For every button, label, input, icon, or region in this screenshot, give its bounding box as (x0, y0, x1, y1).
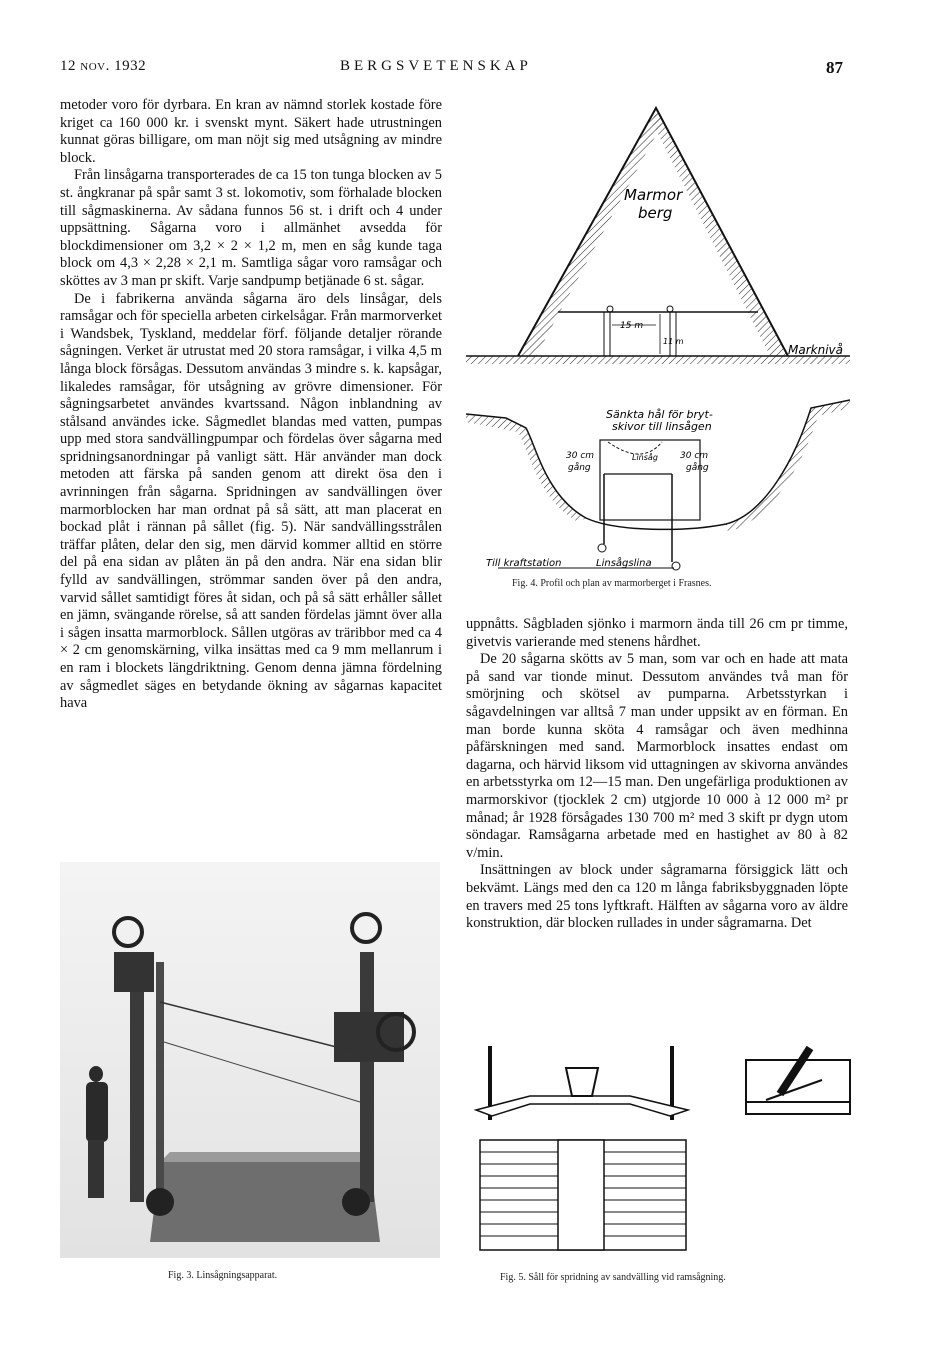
right-text-column (466, 616, 848, 933)
wire-center-label: Linsåg (632, 453, 658, 462)
paragraph: metoder voro för dyrbara. En kran av nämnd storlek kostade före kriget ca 160 000 kr. i svenskt mynt. Säkert hade utrustningen kunnat göras billigare, om man nöjt sig med utsågning av mindre block. (60, 97, 442, 166)
mountain-hatching-right (652, 108, 788, 356)
journal-title: BERGSVETENSKAP (340, 58, 532, 74)
header-date: 12 nov. 1932 (60, 58, 147, 74)
gearbox-right (334, 1012, 404, 1062)
sieve-side-plate (766, 1080, 822, 1100)
figure5-drawing (470, 1040, 854, 1260)
paragraph: Från linsågarna transporterades de ca 15 ton tunga blocken av 5 st. ångkranar på spår samt 3 st. lokomotiv, som förhalade blocken till sågmaskinerna. Av sådana funnos 56 st. i drift och 4 under uppsättning. Sågarna voro i allmänhet avsedda för blockdimensioner om 3,2 × 2 × 1,2 m, men en såg kunde taga block om 4,3 × 2,28 × 2,1 m. Samtliga sågar voro ramsågar och sköttes av 3 man pr skift. Varje sandpump betjänade 6 st. sågar. (60, 167, 442, 289)
figure5-caption: Fig. 5. Såll för spridning av sandvälling vid ramsågning. (500, 1272, 726, 1283)
page-number: 87 (826, 58, 843, 77)
ground-hatching (466, 356, 850, 364)
worker-head (89, 1066, 103, 1082)
figure4-profile (466, 100, 850, 375)
paragraph: uppnåtts. Sågbladen sjönko i marmorn ända till 26 cm pr timme, givetvis varierande med stenens hårdhet. (466, 616, 848, 650)
gallery-right-label: gång (686, 463, 709, 473)
gallery-right-label: 30 cm (680, 451, 709, 461)
paragraph: De 20 sågarna skötts av 5 man, som var och en hade att mata på sand var tionde minut. Dessutom användes två man för smörjning och skötsel av pumparna. Arbetsstyrkan i sågavdelningen var alltså 7 man under uppsikt av en förman. En man borde kunna sköta 4 ramsågar och även medhinna påfärskningen med sand. Marmorblock insattes endast om dagarna, och härvid liksom vid uttagningen av skivorna användes en arbetsstyrka om 12—15 man. Den ungefärliga produktionen av marmorskivor (tjocklek 2 cm) utgjorde 10 000 à 12 000 m² pr månad; år 1928 försågades 130 700 m² med 3 skift pr dygn utom söndagar. Ramsågarna arbetade med en hastighet av 80 à 82 v/min. (466, 651, 848, 861)
sieve-center-box (558, 1140, 604, 1250)
paragraph: Insättningen av block under sågramarna försiggick lätt och bekvämt. Längs med den ca 120 m långa fabriksbyggnaden löpte en travers med 25 tons lyftkraft. Hälften av sågarna voro av äldre konstruktion, där blocken rullades in under sågramarna. Det (466, 862, 848, 932)
pulley (598, 544, 606, 552)
holes-label: Sänkta hål för bryt- (606, 408, 713, 421)
mountain-outline (518, 108, 788, 356)
mountain-hatching-left (518, 108, 664, 356)
machine-column-right (360, 952, 374, 1202)
mountain-label: berg (638, 204, 673, 222)
wheel-right (342, 1188, 370, 1216)
figure3-caption: Fig. 3. Linsågningsapparat. (168, 1270, 278, 1281)
gallery-left-label: 30 cm (566, 451, 595, 461)
quarry-hatching (726, 400, 850, 532)
left-text-column (60, 97, 442, 713)
holes-label: skivor till linsågen (612, 420, 712, 433)
height-label: 11 m (663, 337, 684, 346)
figure4-plan (466, 396, 850, 576)
wheel-left (146, 1188, 174, 1216)
tunnel-pillar-right (670, 312, 676, 356)
worker-legs (88, 1140, 104, 1198)
figure4-caption: Fig. 4. Profil och plan av marmorberget i Frasnes. (512, 578, 712, 589)
marble-block-top (160, 1152, 370, 1162)
sieve-trough (476, 1096, 688, 1116)
mountain-label: Marmor (624, 186, 683, 204)
sieve-hopper (566, 1068, 598, 1096)
wire-label: Linsågslina (596, 558, 652, 569)
width-label: 15 m (620, 321, 644, 331)
power-station-label: Till kraftstation (486, 558, 562, 569)
pulley (607, 306, 613, 312)
figure3-photo (60, 862, 440, 1258)
gearbox-left (114, 952, 154, 992)
pulley (667, 306, 673, 312)
paragraph: De i fabrikerna använda sågarna äro dels linsågar, dels ramsågar och för speciella arbeten cirkelsågar. Från marmorverket i Wandsbek, Tyskland, meddelar förf. följande detaljer rörande sågningen. Verket är utrustat med 20 stora ramsågar, i vilka 4,5 m långa block försågas. Dessutom användas 3 mindre s. k. kapsågar, likaledes ramsågar, för utsågning av grövre dimensioner. För sågningsarbetet användes kvartssand. Någon inblandning av stålsand användes icke. Sågmedlet blandas med vatten, pumpas upp med stora sandvällingpumpar och fördelas över sågarna med spridningsanordningar på vanligt sätt. Här använder man dock metoden att färska på sanden genom att direkt ösa den i avrinningen från sågarna. Spridningen av sandvällingen över marmorblocken har man ordnat på så sätt, att man placerat en bockad plåt i rännan på sållet (fig. 5). När sandvällingsstrålen träffar plåten, delar den sig, men därvid kommer alltid en större del på ena sidan av plåten än på den andra. När ena sidan blir fylld av sandvällingen, strömmar sanden över på den andra, varvid sållet samtidigt föres åt sidan, och på så sätt erhåller sållet en jämn, svängande rörelse, så att sanden fördelas jämnt över alla i sågen insatta marmorblock. Sållen utgöras av träribbor med ca 4 × 2 cm genomskärning, vilka insättas med ca 9 mm mellanrum i en ram i blockets längdriktning. Genom denna jämna fördelning av sågmedlet säges en betydande ökning av sågarnas kapacitet hava (60, 290, 442, 712)
machine-column-left (156, 962, 164, 1202)
gallery-left-label: gång (568, 463, 591, 473)
tunnel-pillar-left (604, 312, 610, 356)
ground-level-label: Marknivå (788, 343, 843, 357)
pulley (672, 562, 680, 570)
sieve-side-pipe (780, 1048, 810, 1094)
worker-body (86, 1082, 108, 1142)
